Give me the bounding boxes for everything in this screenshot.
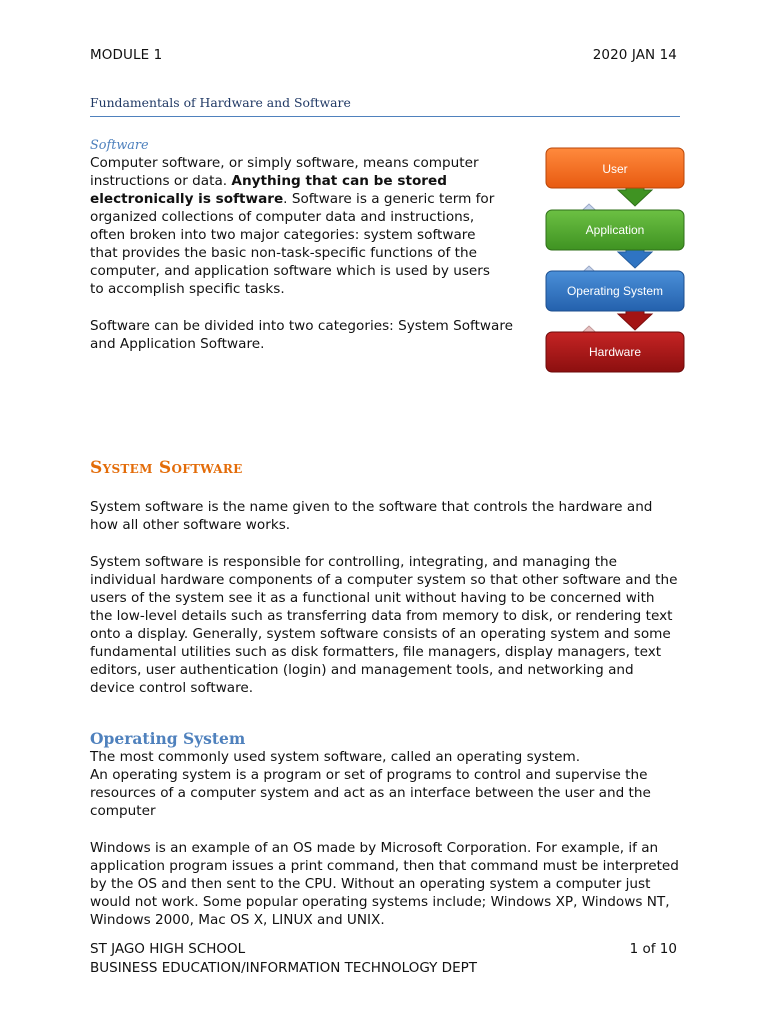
- title-divider: [90, 116, 680, 117]
- software-heading: Software: [90, 138, 149, 153]
- document-title: Fundamentals of Hardware and Software: [90, 95, 351, 110]
- os-layer-label: Operating System: [566, 284, 664, 298]
- header-date: 2020 JAN 14: [592, 47, 677, 63]
- os-paragraph-1: [90, 748, 680, 820]
- application-layer-label: Application: [585, 223, 645, 237]
- footer-page-number: 1 of 10: [629, 941, 677, 957]
- system-software-paragraph-2: [90, 553, 680, 697]
- software-para1-end: . Software is a generic term for organized collections of computer data and instructions, often broken into two major categories: system software that provides the basic non-task-specific functions of the computer, and application software which is used by users to accomplish specific tasks.: [90, 191, 495, 297]
- header-module: MODULE 1: [90, 47, 163, 63]
- software-para2-text: Software can be divided into two categories: System Software and Application Software.: [90, 318, 514, 352]
- software-para1-bold: Anything that can be stored electronically is software: [90, 173, 447, 207]
- os-para2-text: Windows is an example of an OS made by Microsoft Corporation. For example, if an application program issues a print command, then that command must be interpreted by the OS and then sent to the CPU. Without an operating system a computer just would not work. Some popular operating systems include; Windows XP, Windows NT, Windows 2000, Mac OS X, LINUX and UNIX.: [90, 840, 679, 928]
- footer-department: BUSINESS EDUCATION/INFORMATION TECHNOLOGY DEPT: [90, 960, 477, 976]
- software-paragraph-2: [90, 317, 530, 353]
- hardware-layer-label: Hardware: [588, 345, 642, 359]
- system-para2-text: System software is responsible for controlling, integrating, and managing the individual hardware components of a computer system so that other software and the users of the system see it as a functional unit without having to be concerned with the low-level details such as transferring data from memory to disk, or rendering text onto a display. Generally, system software consists of an operating system and some fundamental utilities such as disk formatters, file managers, display managers, text editors, user authentication (login) and management tools, and networking and device control software.: [90, 554, 678, 696]
- os-line2-text: An operating system is a program or set of programs to control and supervise the resources of a computer system and act as an interface between the user and the computer: [90, 767, 651, 819]
- system-software-paragraph-1: [90, 498, 680, 534]
- operating-system-heading: Operating System: [90, 729, 246, 748]
- system-para1-text: System software is the name given to the software that controls the hardware and how all other software works.: [90, 499, 653, 533]
- system-software-heading: System Software: [90, 458, 243, 478]
- user-layer-label: User: [602, 162, 628, 176]
- os-paragraph-2: [90, 839, 680, 929]
- software-para1-start: Computer software, or simply software, means computer instructions or data.: [90, 155, 479, 189]
- software-layers-diagram: [540, 144, 690, 380]
- software-paragraph-1: [90, 154, 500, 298]
- footer-school: ST JAGO HIGH SCHOOL: [90, 941, 246, 957]
- os-line1-text: The most commonly used system software, called an operating system.: [90, 749, 581, 765]
